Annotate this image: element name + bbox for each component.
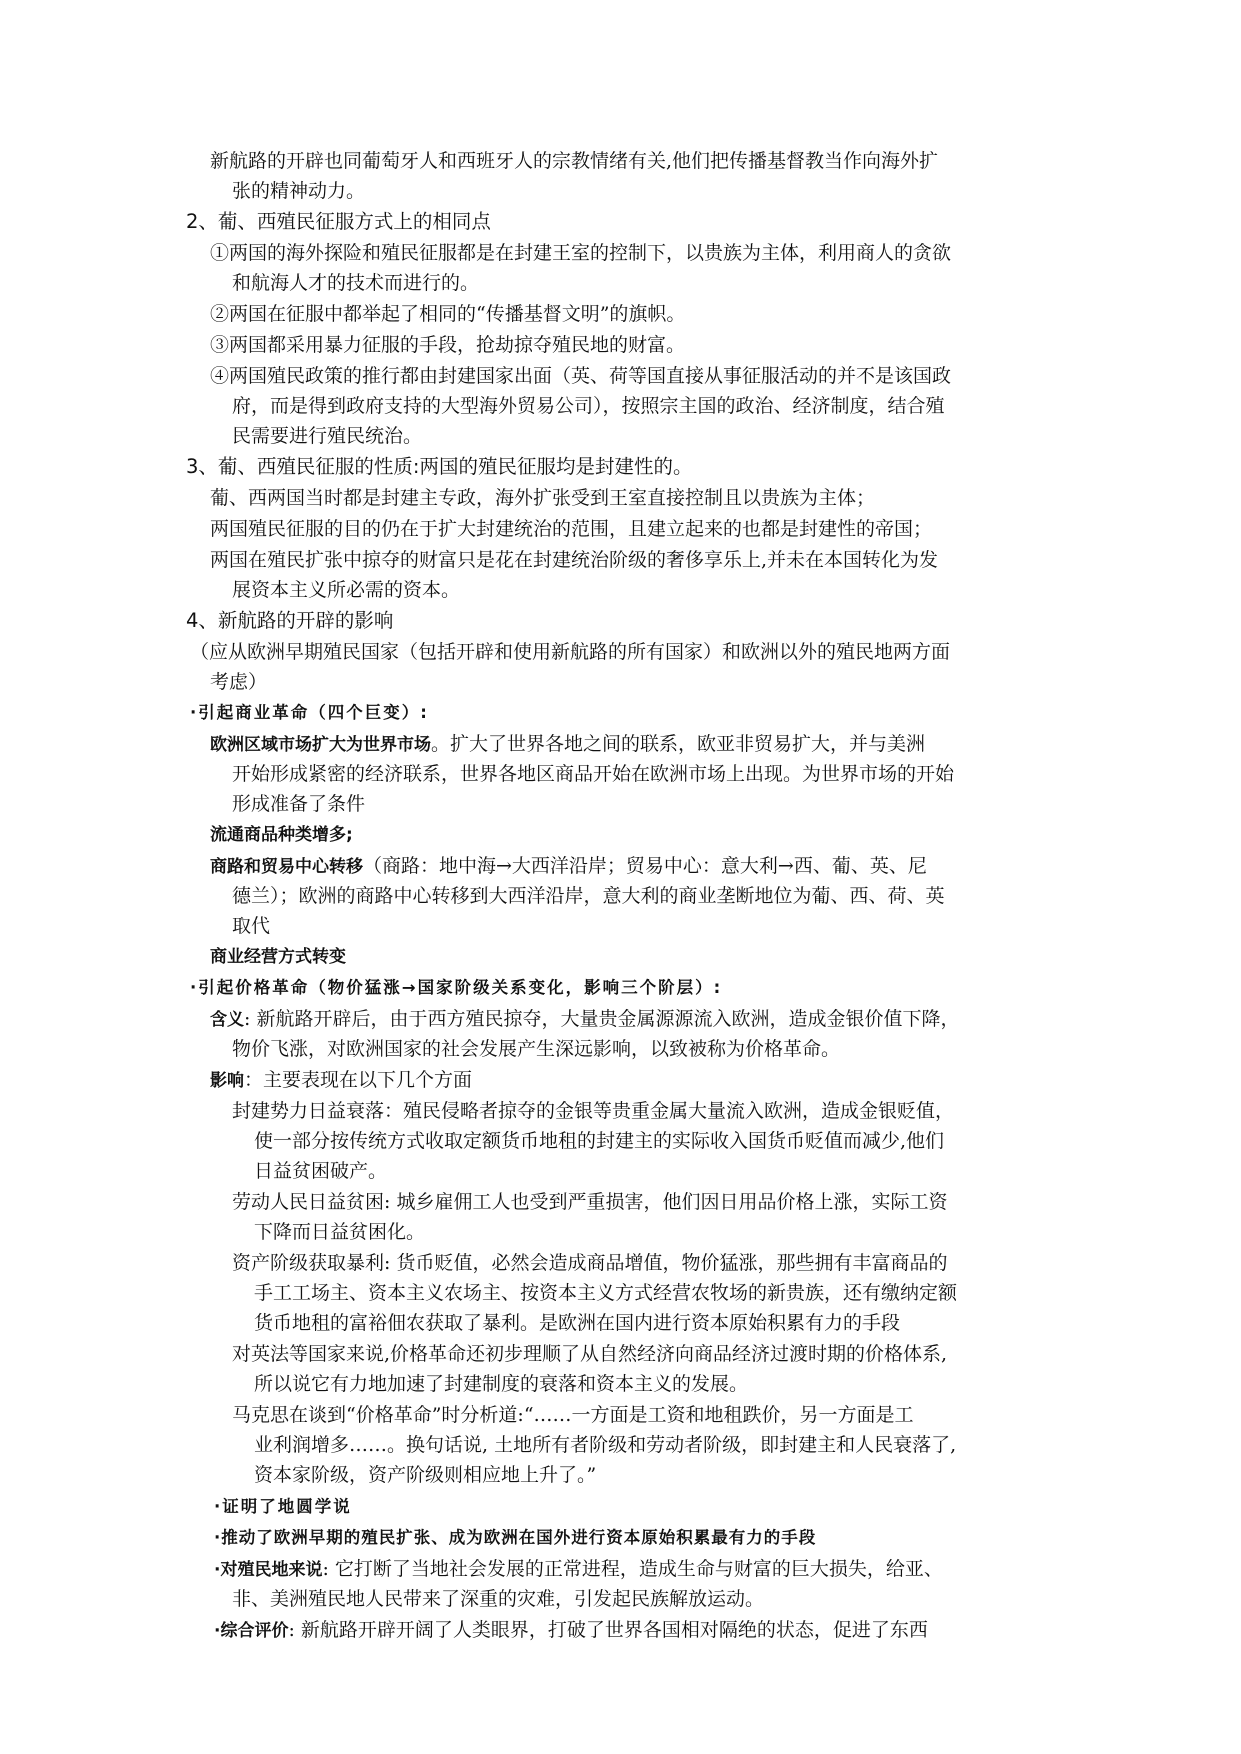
paragraph-line: 德兰）；欧洲的商路中心转移到大西洋沿岸，意大利的商业垄断地位为葡、西、荷、英 — [232, 885, 945, 907]
paragraph-line: 开始形成紧密的经济联系，世界各地区商品开始在欧洲市场上出现。为世界市场的开始 — [232, 763, 955, 785]
paragraph-line: 下降而日益贫困化。 — [254, 1221, 426, 1243]
bullet-heading: ·证明了地圆学说 — [214, 1497, 352, 1516]
list-item-line: ②两国在征服中都举起了相同的“传播基督文明”的旗帜。 — [210, 303, 686, 325]
paragraph-line: 劳动人民日益贫困: 城乡雇佣工人也受到严重损害，他们因日用品价格上涨，实际工资 — [232, 1191, 948, 1213]
paragraph-line: 非、美洲殖民地人民带来了深重的灾难，引发起民族解放运动。 — [232, 1588, 765, 1610]
paragraph-line: 影响：主要表现在以下几个方面 — [210, 1069, 473, 1091]
bullet-heading: ·引起商业革命（四个巨变）: — [190, 703, 429, 722]
paragraph-line: 资产阶级获取暴利: 货币贬值，必然会造成商品增值，物价猛涨，那些拥有丰富商品的 — [232, 1252, 948, 1274]
paragraph-line: 业利润增多……。换句话说, 土地所有者阶级和劳动者阶级，即封建主和人民衰落了, — [254, 1434, 957, 1456]
bullet-heading: ·推动了欧洲早期的殖民扩张、成为欧洲在国外进行资本原始积累最有力的手段 — [214, 1528, 817, 1547]
paragraph-line: 对英法等国家来说,价格革命还初步理顺了从自然经济向商品经济过渡时期的价格体系, — [232, 1343, 948, 1365]
bold-label: 影响 — [210, 1071, 244, 1091]
list-item-line: ①两国的海外探险和殖民征服都是在封建王室的控制下，以贵族为主体，利用商人的贪欲 — [210, 242, 952, 264]
paragraph-line: （应从欧洲早期殖民国家（包括开辟和使用新航路的所有国家）和欧洲以外的殖民地两方面 — [190, 641, 951, 663]
paragraph-line: 张的精神动力。 — [232, 180, 366, 202]
paragraph-line: 两国殖民征服的目的仍在于扩大封建统治的范围，且建立起来的也都是封建性的帝国； — [210, 518, 933, 540]
paragraph-line: 封建势力日益衰落：殖民侵略者掠夺的金银等贵重金属大量流入欧洲，造成金银贬值， — [232, 1100, 955, 1122]
list-item-line: 和航海人才的技术而进行的。 — [232, 272, 480, 294]
section-heading-2: 2、葡、西殖民征服方式上的相同点 — [186, 210, 491, 233]
paragraph-line: ·综合评价: 新航路开辟开阔了人类眼界，打破了世界各国相对隔绝的状态，促进了东西 — [214, 1619, 928, 1641]
list-item-line: ④两国殖民政策的推行都由封建国家出面（英、荷等国直接从事征服活动的并不是该国政 — [210, 365, 952, 387]
bold-label: 商路和贸易中心转移 — [210, 857, 363, 877]
paragraph-line: 考虑） — [210, 671, 268, 693]
section-heading-4: 4、新航路的开辟的影响 — [186, 609, 394, 632]
paragraph-line: 形成准备了条件 — [232, 793, 366, 815]
paragraph-line: ·对殖民地来说: 它打断了当地社会发展的正常进程，造成生命与财富的巨大损失，给亚、 — [214, 1558, 943, 1580]
paragraph-line: 所以说它有力地加速了封建制度的衰落和资本主义的发展。 — [254, 1373, 749, 1395]
bold-label: 流通商品种类增多; — [210, 825, 353, 845]
bold-label: ·综合评价 — [214, 1621, 289, 1641]
paragraph-line: 新航路的开辟也同葡萄牙人和西班牙人的宗教情绪有关,他们把传播基督教当作向海外扩 — [210, 150, 939, 172]
section-heading-3: 3、葡、西殖民征服的性质:两国的殖民征服均是封建性的。 — [186, 455, 693, 478]
bullet-heading: ·引起价格革命（物价猛涨→国家阶级关系变化，影响三个阶层）: — [190, 978, 723, 997]
bold-label: 欧洲区域市场扩大为世界市场 — [210, 735, 431, 755]
paragraph-line: 葡、西两国当时都是封建主专政，海外扩张受到王室直接控制且以贵族为主体； — [210, 487, 876, 509]
paragraph-line: 展资本主义所必需的资本。 — [232, 579, 461, 601]
list-item-line: 民需要进行殖民统治。 — [232, 425, 423, 447]
paragraph-line: 取代 — [232, 915, 271, 937]
paragraph-line: 两国在殖民扩张中掠夺的财富只是花在封建统治阶级的奢侈享乐上,并未在本国转化为发 — [210, 549, 939, 571]
bold-label: ·对殖民地来说 — [214, 1560, 323, 1580]
paragraph-line: 物价飞涨，对欧洲国家的社会发展产生深远影响，以致被称为价格革命。 — [232, 1038, 841, 1060]
paragraph-line: 欧洲区域市场扩大为世界市场。扩大了世界各地之间的联系，欧亚非贸易扩大，并与美洲 — [210, 733, 926, 755]
paragraph-line: 货币地租的富裕佃农获取了暴利。是欧洲在国内进行资本原始积累有力的手段 — [254, 1312, 901, 1334]
paragraph-line: 手工工场主、资本主义农场主、按资本主义方式经营农牧场的新贵族，还有缴纳定额 — [254, 1282, 958, 1304]
list-item-line: ③两国都采用暴力征服的手段，抢劫掠夺殖民地的财富。 — [210, 334, 686, 356]
paragraph-line: 马克思在谈到“价格革命”时分析道:“……一方面是工资和地租跌价，另一方面是工 — [232, 1404, 914, 1426]
paragraph-line: 日益贫困破产。 — [254, 1160, 388, 1182]
bold-label: 含义 — [210, 1010, 244, 1030]
paragraph-line: 商路和贸易中心转移（商路：地中海→大西洋沿岸；贸易中心：意大利→西、葡、英、尼 — [210, 855, 927, 877]
paragraph-line: 资本家阶级，资产阶级则相应地上升了。” — [254, 1464, 597, 1486]
list-item-line: 府，而是得到政府支持的大型海外贸易公司），按照宗主国的政治、经济制度，结合殖 — [232, 395, 945, 417]
paragraph-line: 使一部分按传统方式收取定额货币地租的封建主的实际收入国货币贬值而减少,他们 — [254, 1130, 945, 1152]
bold-label: 商业经营方式转变 — [210, 947, 346, 967]
paragraph-line: 含义: 新航路开辟后，由于西方殖民掠夺，大量贵金属源源流入欧洲，造成金银价值下降， — [210, 1008, 960, 1030]
